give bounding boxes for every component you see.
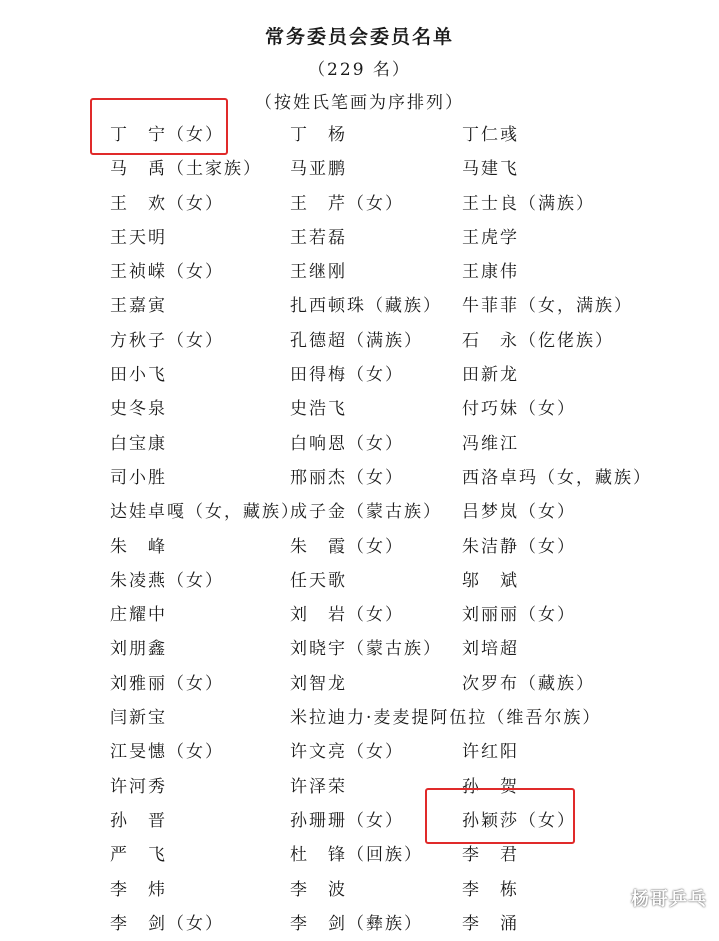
name-cell: 吕梦岚（女）: [462, 502, 576, 523]
name-cell: 达娃卓嘎（女，藏族）: [110, 502, 300, 523]
name-cell: 朱凌燕（女）: [110, 570, 224, 591]
name-row: [0, 495, 719, 529]
name-cell: 邢丽杰（女）: [290, 467, 404, 488]
name-row: [0, 873, 719, 907]
name-cell: 付巧妹（女）: [462, 399, 576, 420]
name-cell: 朱 霞（女）: [290, 536, 404, 557]
name-row: [0, 255, 719, 289]
watermark: 杨哥乒乓: [631, 889, 707, 910]
name-row: [0, 187, 719, 221]
name-cell: 许河秀: [110, 776, 167, 797]
name-cell: 许红阳: [462, 742, 519, 763]
name-cell: 许文亮（女）: [290, 742, 404, 763]
name-cell: 司小胜: [110, 467, 167, 488]
document-title: 常务委员会委员名单: [264, 26, 454, 48]
name-cell: 刘培超: [462, 639, 519, 660]
name-row: [0, 804, 719, 838]
name-cell: 史冬泉: [110, 399, 167, 420]
name-cell: 白响恩（女）: [290, 433, 404, 454]
name-row: [0, 289, 719, 323]
name-row: [0, 530, 719, 564]
name-cell: 牛菲菲（女，满族）: [462, 296, 633, 317]
name-cell: 方秋子（女）: [110, 330, 224, 351]
name-cell: 李 栋: [462, 879, 519, 900]
name-cell: 白宝康: [110, 433, 167, 454]
name-row: [0, 358, 719, 392]
name-row: [0, 632, 719, 666]
name-row: [0, 324, 719, 358]
name-cell: 王 欢（女）: [110, 193, 224, 214]
name-cell: 李 波: [290, 879, 347, 900]
name-cell: 王嘉寅: [110, 296, 167, 317]
name-cell: 李 剑（女）: [110, 913, 224, 934]
name-row: [0, 735, 719, 769]
name-cell: 王士良（满族）: [462, 193, 595, 214]
name-cell: 王 芹（女）: [290, 193, 404, 214]
name-cell: 孙颖莎（女）: [462, 810, 576, 831]
name-cell: 王天明: [110, 227, 167, 248]
name-row: [0, 152, 719, 186]
name-cell: 马 禹（土家族）: [110, 159, 262, 180]
name-cell: 石 永（仡佬族）: [462, 330, 614, 351]
member-count: （229 名）: [308, 60, 411, 80]
name-row: [0, 701, 719, 735]
name-cell: 次罗布（藏族）: [462, 673, 595, 694]
name-cell: 孔德超（满族）: [290, 330, 423, 351]
name-cell: 李 君: [462, 845, 519, 866]
highlight-box-ding-ning: [90, 98, 228, 155]
name-row: [0, 221, 719, 255]
name-row: [0, 461, 719, 495]
name-row: [0, 667, 719, 701]
member-name-list: [0, 118, 719, 941]
name-cell: 李 涌: [462, 913, 519, 934]
name-cell: 丁 宁（女）: [110, 125, 224, 145]
name-cell: 孙 晋: [110, 810, 167, 831]
name-row: [0, 392, 719, 426]
name-cell: 杜 锋（回族）: [290, 845, 423, 866]
name-cell: 成子金（蒙古族）: [290, 502, 442, 523]
name-row: [0, 770, 719, 804]
name-cell: 米拉迪力·麦麦提阿伍拉（维吾尔族）: [290, 708, 602, 729]
name-cell: 丁仁彧: [462, 125, 519, 145]
name-cell: 严 飞: [110, 845, 167, 866]
name-cell: 刘雅丽（女）: [110, 673, 224, 694]
name-cell: 西洛卓玛（女，藏族）: [462, 467, 652, 488]
name-cell: 任天歌: [290, 570, 347, 591]
name-cell: 李 炜: [110, 879, 167, 900]
name-cell: 朱洁静（女）: [462, 536, 576, 557]
name-row: [0, 838, 719, 872]
name-cell: 王继刚: [290, 262, 347, 283]
name-cell: 田新龙: [462, 365, 519, 386]
name-cell: 孙珊珊（女）: [290, 810, 404, 831]
name-cell: 史浩飞: [290, 399, 347, 420]
name-cell: 刘 岩（女）: [290, 605, 404, 626]
name-cell: 邬 斌: [462, 570, 519, 591]
name-cell: 丁 杨: [290, 125, 347, 145]
name-row: [0, 907, 719, 941]
name-cell: 刘丽丽（女）: [462, 605, 576, 626]
name-cell: 王若磊: [290, 227, 347, 248]
name-cell: 孙 贺: [462, 776, 519, 797]
name-cell: 江旻憓（女）: [110, 742, 224, 763]
name-cell: 马亚鹏: [290, 159, 347, 180]
name-cell: 王虎学: [462, 227, 519, 248]
name-cell: 朱 峰: [110, 536, 167, 557]
name-cell: 马建飞: [462, 159, 519, 180]
name-cell: 闫新宝: [110, 708, 167, 729]
name-cell: 王祯嵘（女）: [110, 262, 224, 283]
name-row: [0, 427, 719, 461]
name-cell: 王康伟: [462, 262, 519, 283]
name-cell: 庄耀中: [110, 605, 167, 626]
name-cell: 许泽荣: [290, 776, 347, 797]
name-cell: 刘晓宇（蒙古族）: [290, 639, 442, 660]
name-cell: 刘朋鑫: [110, 639, 167, 660]
name-cell: 扎西顿珠（藏族）: [290, 296, 442, 317]
highlight-box-sun-yingsha: [425, 788, 575, 844]
name-cell: 田得梅（女）: [290, 365, 404, 386]
name-row: [0, 564, 719, 598]
ordering-note: （按姓氏笔画为序排列）: [255, 93, 464, 113]
name-cell: 刘智龙: [290, 673, 347, 694]
name-cell: 李 剑（彝族）: [290, 913, 423, 934]
name-cell: 田小飞: [110, 365, 167, 386]
name-row: [0, 598, 719, 632]
name-cell: 冯维江: [462, 433, 519, 454]
